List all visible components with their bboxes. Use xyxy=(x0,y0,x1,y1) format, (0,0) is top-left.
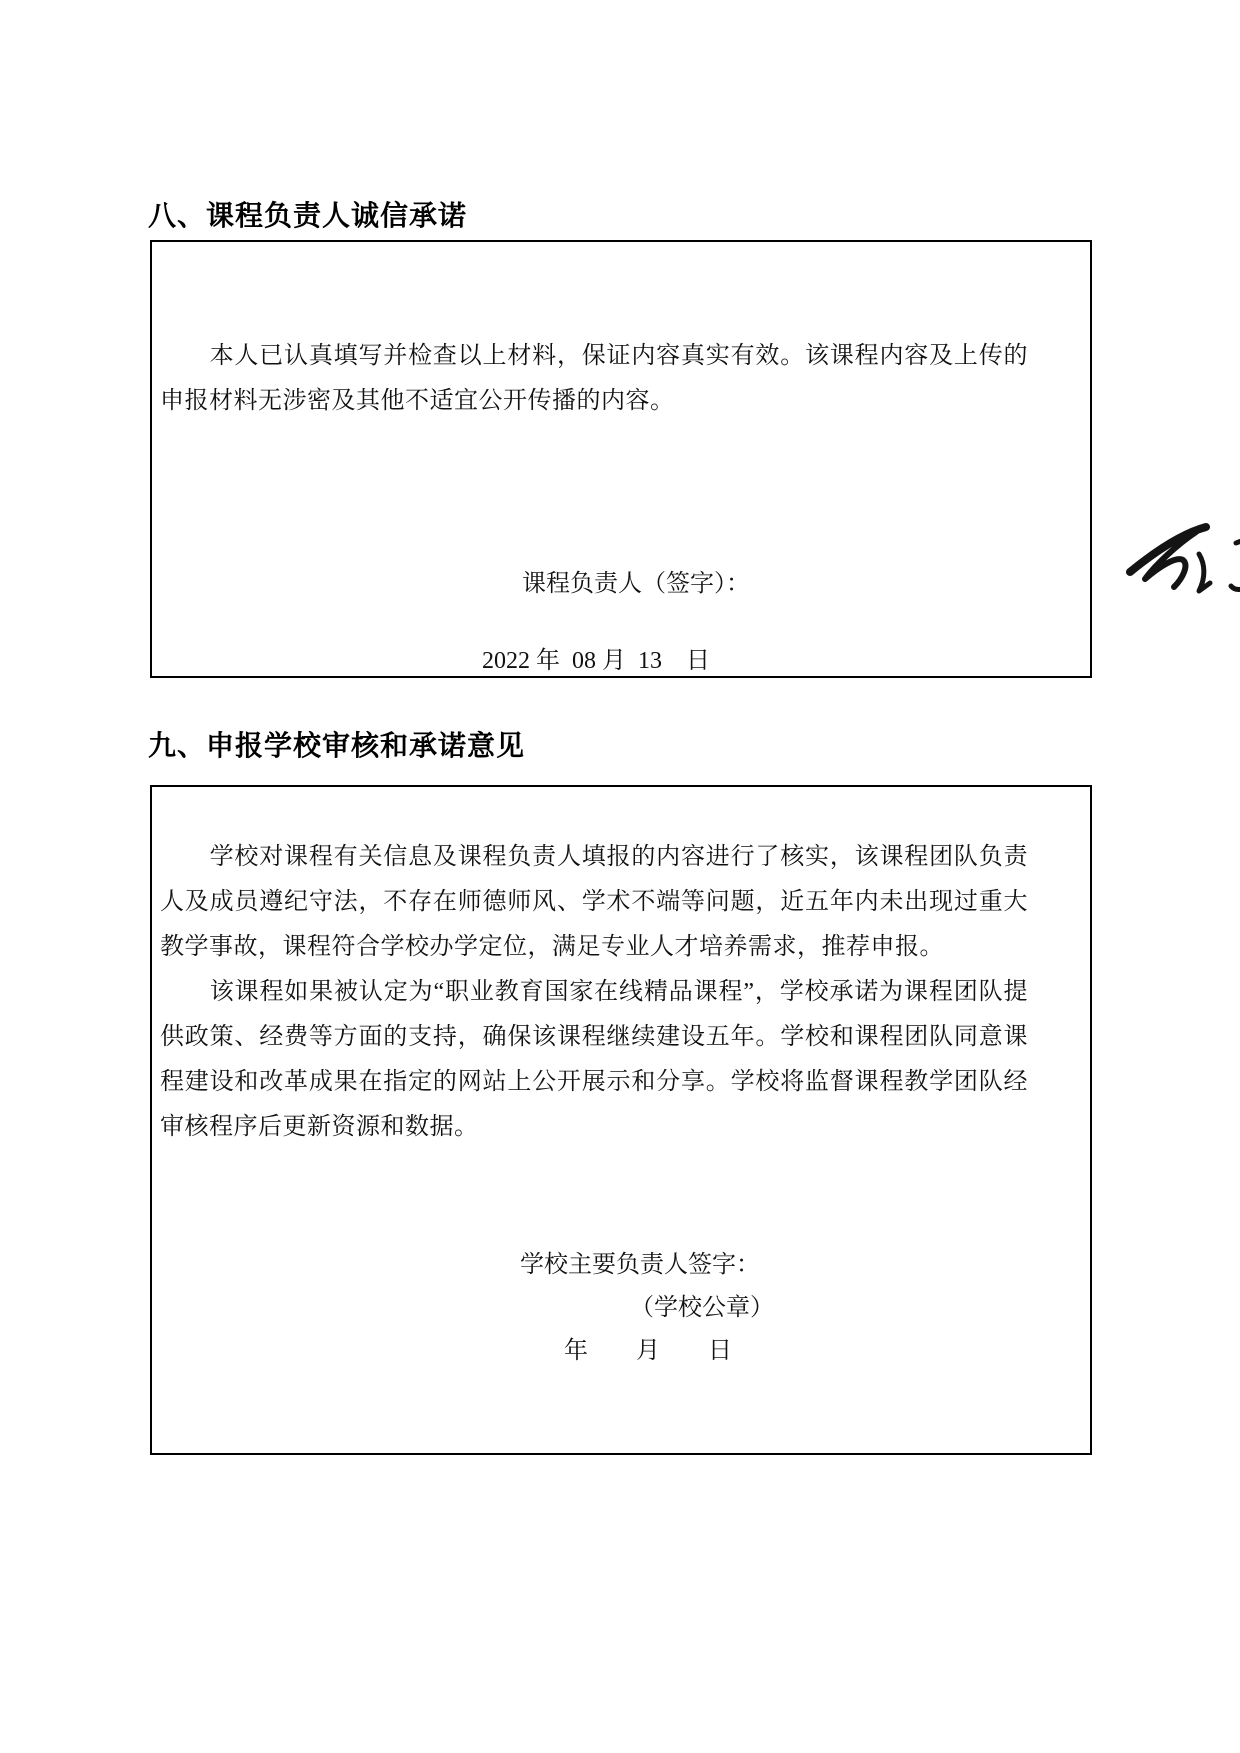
section9-paragraph-line: 程建设和改革成果在指定的网站上公开展示和分享。学校将监督课程教学团队经 xyxy=(160,1069,1028,1095)
section9-paragraph-line: 供政策、经费等方面的支持，确保该课程继续建设五年。学校和课程团队同意课 xyxy=(160,1024,1028,1050)
section8-heading: 八、课程负责人诚信承诺 xyxy=(148,200,468,231)
section9-box xyxy=(150,785,1092,1455)
date-placeholder: 年 月 日 xyxy=(564,1338,732,1364)
leader-signature-row xyxy=(522,562,1090,607)
section9-heading: 九、申报学校审核和承诺意见 xyxy=(148,730,526,761)
section8-paragraph-line: 本人已认真填写并检查以上材料，保证内容真实有效。该课程内容及上传的 xyxy=(160,343,1028,369)
signature-date: 2022 年 08 月 13 日 xyxy=(482,648,710,674)
section9-paragraph-line: 教学事故，课程符合学校办学定位，满足专业人才培养需求，推荐申报。 xyxy=(160,934,944,960)
handwritten-signature-icon xyxy=(1124,516,1240,618)
leader-signature-label: 课程负责人（签字）： xyxy=(522,571,750,597)
section8-box xyxy=(150,240,1092,678)
school-seal-label: （学校公章） xyxy=(630,1295,774,1321)
section9-paragraph-line: 人及成员遵纪守法，不存在师德师风、学术不端等问题，近五年内未出现过重大 xyxy=(160,889,1028,915)
section9-paragraph-line: 学校对课程有关信息及课程负责人填报的内容进行了核实，该课程团队负责 xyxy=(160,844,1028,870)
principal-signature-label: 学校主要负责人签字： xyxy=(520,1252,760,1278)
section9-paragraph-line: 审核程序后更新资源和数据。 xyxy=(160,1114,479,1140)
section8-paragraph-line: 申报材料无涉密及其他不适宜公开传播的内容。 xyxy=(160,388,675,414)
section9-paragraph-line: 该课程如果被认定为“职业教育国家在线精品课程”，学校承诺为课程团队提 xyxy=(160,979,1028,1005)
